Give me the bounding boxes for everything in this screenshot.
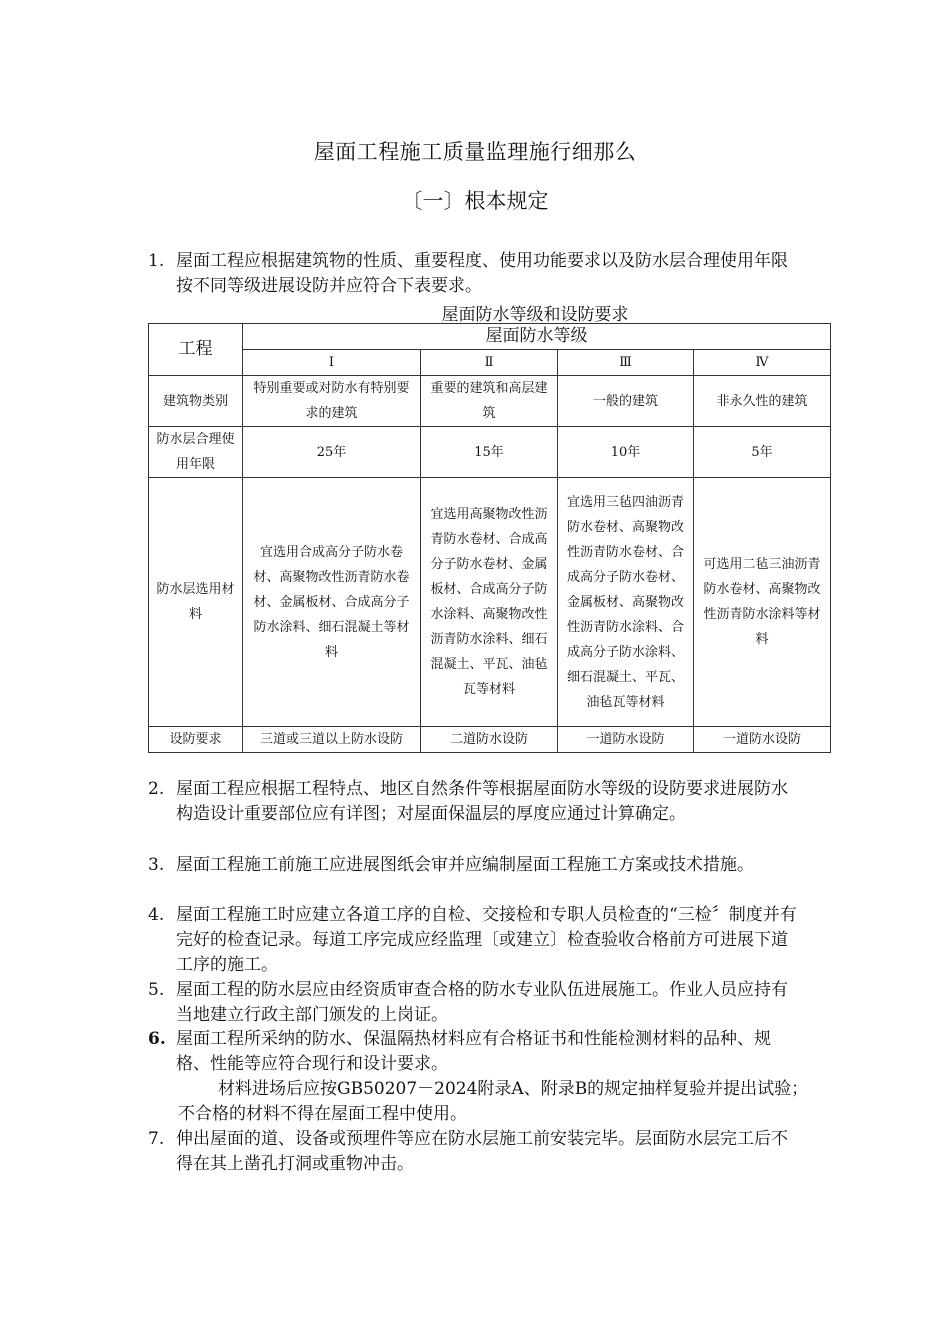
item-number: 3. — [148, 855, 165, 875]
item-number: 7. — [148, 1129, 165, 1149]
table-cell: 一道防水设防 — [558, 727, 694, 753]
table-cell: 特别重要或对防水有特别要求的建筑 — [243, 376, 421, 427]
item-text: 屋面工程应根据建筑物的性质、重要程度、使用功能要求以及防水层合理使用年限按不同等级进展设防并应符合下表要求。 — [176, 251, 788, 296]
waterproof-grade-table — [148, 323, 831, 753]
list-item — [148, 249, 798, 299]
item-text: 屋面工程施工时应建立各道工序的自检、交接检和专职人员检查的“三检〞制度并有完好的检查记录。每道工序完成应经监理〔或建立〕检查验收合格前方可进展下道工序的施工。 — [176, 905, 797, 975]
item-number: 6. — [148, 1029, 166, 1049]
table-cell: 25年 — [243, 427, 421, 478]
list-item — [148, 777, 798, 827]
table-row — [149, 478, 831, 727]
table-cell: 三道或三道以上防水设防 — [243, 727, 421, 753]
table-cell: 一般的建筑 — [558, 376, 694, 427]
table-cell: 宜选用高聚物改性沥青防水卷材、合成高分子防水卷材、金属板材、合成高分子防水涂料、高聚物改性沥青防水涂料、细石混凝土、平瓦、油毡瓦等材料 — [421, 478, 558, 727]
section-title: 〔一〕根本规定 — [401, 189, 549, 213]
item-text: 伸出屋面的道、设备或预埋件等应在防水层施工前安装完毕。层面防水层完工后不得在其上凿孔打洞或重物冲击。 — [176, 1129, 788, 1174]
item-number: 5. — [148, 980, 165, 1000]
item-text: 屋面工程的防水层应由经资质审查合格的防水专业队伍进展施工。作业人员应持有当地建立行政主部门颁发的上岗证。 — [176, 980, 788, 1025]
list-item — [148, 978, 798, 1028]
table-row — [149, 376, 831, 427]
table-header-level: Ⅱ — [421, 350, 558, 376]
item-text: 屋面工程施工前施工应进展图纸会审并应编制屋面工程施工方案或技术措施。 — [176, 855, 754, 875]
table-cell: 宜选用合成高分子防水卷材、高聚物改性沥青防水卷材、金属板材、合成高分子防水涂料、细石混凝土等材料 — [243, 478, 421, 727]
table-header-level: Ⅰ — [243, 350, 421, 376]
item-text: 屋面工程应根据工程特点、地区自然条件等根据屋面防水等级的设防要求进展防水构造设计重要部位应有详图；对屋面保温层的厚度应通过计算确定。 — [176, 779, 788, 824]
table-caption: 屋面防水等级和设防要求 — [441, 305, 629, 325]
list-item — [148, 903, 798, 978]
list-item — [148, 853, 798, 878]
item-text: 屋面工程所采纳的防水、保温隔热材料应有合格证书和性能检测材料的品种、规格、性能等应符合现行和设计要求。 — [176, 1029, 771, 1074]
table-cell: 宜选用三毡四油沥青防水卷材、高聚物改性沥青防水卷材、合成高分子防水卷材、金属板材、高聚物改性沥青防水涂料、合成高分子防水涂料、细石混凝土、平瓦、油毡瓦等材料 — [558, 478, 694, 727]
table-header-level: Ⅲ — [558, 350, 694, 376]
table-cell: 10年 — [558, 427, 694, 478]
item-number: 4. — [148, 905, 165, 925]
table-cell: 二道防水设防 — [421, 727, 558, 753]
table-cell: 非永久性的建筑 — [694, 376, 831, 427]
table-header-grade: 屋面防水等级 — [243, 324, 831, 350]
item-number: 2. — [148, 779, 165, 799]
row-label: 防水层合理使用年限 — [149, 427, 243, 478]
table-cell: 5年 — [694, 427, 831, 478]
row-label: 防水层选用材料 — [149, 478, 243, 727]
table-row — [149, 727, 831, 753]
row-label: 建筑物类别 — [149, 376, 243, 427]
list-item — [148, 1027, 798, 1077]
page-title: 屋面工程施工质量监理施行细那么 — [313, 140, 637, 164]
table-row — [149, 427, 831, 478]
table-cell: 可选用二毡三油沥青防水卷材、高聚物改性沥青防水涂料等材料 — [694, 478, 831, 727]
table-cell: 15年 — [421, 427, 558, 478]
table-header-project: 工程 — [149, 324, 243, 376]
row-label: 设防要求 — [149, 727, 243, 753]
table-cell: 重要的建筑和高层建筑 — [421, 376, 558, 427]
item-6-supplement: 材料进场后应按GB50207－2024附录A、附录B的规定抽样复验并提出试验；不合格的材料不得在屋面工程中使用。 — [178, 1079, 809, 1124]
table-cell: 一道防水设防 — [694, 727, 831, 753]
table-header-level: Ⅳ — [694, 350, 831, 376]
list-item — [148, 1127, 798, 1177]
item-number: 1. — [148, 251, 165, 271]
